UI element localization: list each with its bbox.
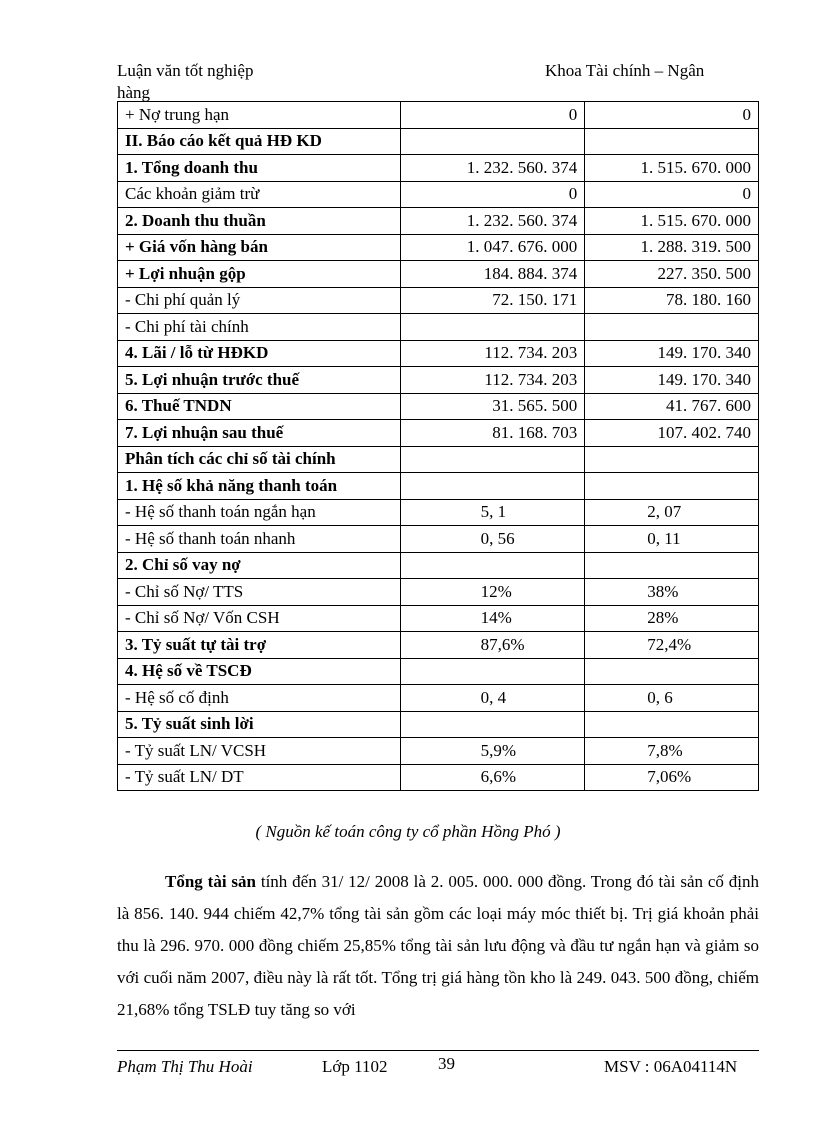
table-row — [118, 261, 759, 288]
row-label: 1. Hệ số khả năng thanh toán — [118, 473, 401, 500]
table-row — [118, 102, 759, 129]
value-2008: 1. 515. 670. 000 — [585, 155, 759, 182]
paragraph-text: tính đến 31/ 12/ 2008 là 2. 005. 000. 000 đồng. Trong đó tài sản cố định là 856. 140. 944 chiếm 42,7% tổng tài sản gồm các loại máy móc thiết bị. Trị giá khoản phải thu là 296. 970. 000 đồng chiếm 25,85% tổng tài sản lưu động và đầu tư ngắn hạn và giảm so với cuối năm 2007, điều này là rất tốt. Tổng trị giá hàng tồn kho là 249. 043. 500 đồng, chiếm 21,68% tổng TSLĐ tuy tăng so với — [117, 872, 759, 1019]
table-row — [118, 632, 759, 659]
value-2007: 5,9% — [400, 738, 585, 765]
value-2007: 12% — [400, 579, 585, 606]
row-label: + Giá vốn hàng bán — [118, 234, 401, 261]
value-2007: 0, 4 — [400, 685, 585, 712]
row-label: 4. Lãi / lỗ từ HĐKD — [118, 340, 401, 367]
row-label: - Chi phí quản lý — [118, 287, 401, 314]
table-row — [118, 393, 759, 420]
table-row — [118, 420, 759, 447]
row-label: 7. Lợi nhuận sau thuế — [118, 420, 401, 447]
source-note: ( Nguồn kế toán công ty cổ phần Hồng Phó ) — [255, 822, 561, 841]
footer-rule — [117, 1050, 759, 1051]
row-label: - Hệ số thanh toán nhanh — [118, 526, 401, 553]
footer-author: Phạm Thị Thu Hoài — [117, 1057, 253, 1076]
value-2008: 72,4% — [585, 632, 759, 659]
financial-table-body — [118, 102, 759, 791]
value-2008: 38% — [585, 579, 759, 606]
row-label: 1. Tổng doanh thu — [118, 155, 401, 182]
table-row — [118, 181, 759, 208]
value-2008 — [585, 711, 759, 738]
table-row — [118, 473, 759, 500]
table-row — [118, 287, 759, 314]
table-row — [118, 340, 759, 367]
row-label: 4. Hệ số về TSCĐ — [118, 658, 401, 685]
value-2007 — [400, 446, 585, 473]
value-2007: 0 — [400, 181, 585, 208]
footer-class: Lớp 1102 — [322, 1057, 388, 1076]
value-2007 — [400, 128, 585, 155]
table-row — [118, 234, 759, 261]
table-row — [118, 738, 759, 765]
value-2007 — [400, 552, 585, 579]
value-2008: 0 — [585, 102, 759, 129]
value-2007: 72. 150. 171 — [400, 287, 585, 314]
value-2008: 1. 288. 319. 500 — [585, 234, 759, 261]
table-row — [118, 526, 759, 553]
table-row — [118, 155, 759, 182]
value-2008: 28% — [585, 605, 759, 632]
value-2008: 1. 515. 670. 000 — [585, 208, 759, 235]
table-row — [118, 552, 759, 579]
row-label: - Hệ số thanh toán ngắn hạn — [118, 499, 401, 526]
value-2007 — [400, 711, 585, 738]
row-label: 5. Tỷ suất sinh lời — [118, 711, 401, 738]
value-2008: 0 — [585, 181, 759, 208]
value-2007: 112. 734. 203 — [400, 340, 585, 367]
value-2007: 1. 232. 560. 374 — [400, 208, 585, 235]
value-2008: 7,8% — [585, 738, 759, 765]
value-2008: 149. 170. 340 — [585, 367, 759, 394]
table-row — [118, 446, 759, 473]
value-2007: 1. 047. 676. 000 — [400, 234, 585, 261]
table-row — [118, 128, 759, 155]
value-2008: 149. 170. 340 — [585, 340, 759, 367]
value-2008 — [585, 446, 759, 473]
value-2007: 6,6% — [400, 764, 585, 791]
value-2008: 107. 402. 740 — [585, 420, 759, 447]
financial-table — [117, 101, 759, 791]
page-number: 39 — [438, 1054, 455, 1073]
value-2008 — [585, 128, 759, 155]
table-row — [118, 711, 759, 738]
row-label: 6. Thuế TNDN — [118, 393, 401, 420]
header-right: Khoa Tài chính – Ngân — [545, 61, 705, 80]
value-2007: 184. 884. 374 — [400, 261, 585, 288]
footer-student-id: MSV : 06A04114N — [604, 1057, 738, 1076]
value-2008 — [585, 473, 759, 500]
row-label: - Chi phí tài chính — [118, 314, 401, 341]
value-2008: 78. 180. 160 — [585, 287, 759, 314]
value-2007: 0, 56 — [400, 526, 585, 553]
value-2008: 0, 6 — [585, 685, 759, 712]
table-row — [118, 579, 759, 606]
value-2008: 227. 350. 500 — [585, 261, 759, 288]
value-2007: 87,6% — [400, 632, 585, 659]
header-left: Luận văn tốt nghiệp hàng — [117, 61, 254, 102]
row-label: II. Báo cáo kết quả HĐ KD — [118, 128, 401, 155]
value-2007 — [400, 314, 585, 341]
value-2007 — [400, 658, 585, 685]
value-2008: 41. 767. 600 — [585, 393, 759, 420]
row-label: 2. Doanh thu thuần — [118, 208, 401, 235]
value-2007: 0 — [400, 102, 585, 129]
row-label: 5. Lợi nhuận trước thuế — [118, 367, 401, 394]
value-2007: 1. 232. 560. 374 — [400, 155, 585, 182]
row-label: Phân tích các chỉ số tài chính — [118, 446, 401, 473]
row-label: 3. Tỷ suất tự tài trợ — [118, 632, 401, 659]
row-label: + Nợ trung hạn — [118, 102, 401, 129]
value-2008 — [585, 314, 759, 341]
table-row — [118, 685, 759, 712]
value-2008: 7,06% — [585, 764, 759, 791]
row-label: - Hệ số cố định — [118, 685, 401, 712]
table-row — [118, 499, 759, 526]
value-2008 — [585, 552, 759, 579]
row-label: - Chỉ số Nợ/ Vốn CSH — [118, 605, 401, 632]
row-label: Các khoản giảm trừ — [118, 181, 401, 208]
value-2008: 2, 07 — [585, 499, 759, 526]
body-paragraph — [117, 866, 759, 1026]
value-2007: 31. 565. 500 — [400, 393, 585, 420]
value-2007 — [400, 473, 585, 500]
table-row — [118, 764, 759, 791]
paragraph-bold-lead: Tổng tài sản — [165, 872, 256, 891]
table-row — [118, 314, 759, 341]
row-label: 2. Chỉ số vay nợ — [118, 552, 401, 579]
row-label: - Tỷ suất LN/ DT — [118, 764, 401, 791]
table-row — [118, 658, 759, 685]
row-label: - Tỷ suất LN/ VCSH — [118, 738, 401, 765]
table-row — [118, 605, 759, 632]
table-row — [118, 208, 759, 235]
value-2008 — [585, 658, 759, 685]
value-2007: 5, 1 — [400, 499, 585, 526]
row-label: - Chỉ số Nợ/ TTS — [118, 579, 401, 606]
value-2007: 14% — [400, 605, 585, 632]
value-2007: 112. 734. 203 — [400, 367, 585, 394]
value-2007: 81. 168. 703 — [400, 420, 585, 447]
table-row — [118, 367, 759, 394]
value-2008: 0, 11 — [585, 526, 759, 553]
row-label: + Lợi nhuận gộp — [118, 261, 401, 288]
